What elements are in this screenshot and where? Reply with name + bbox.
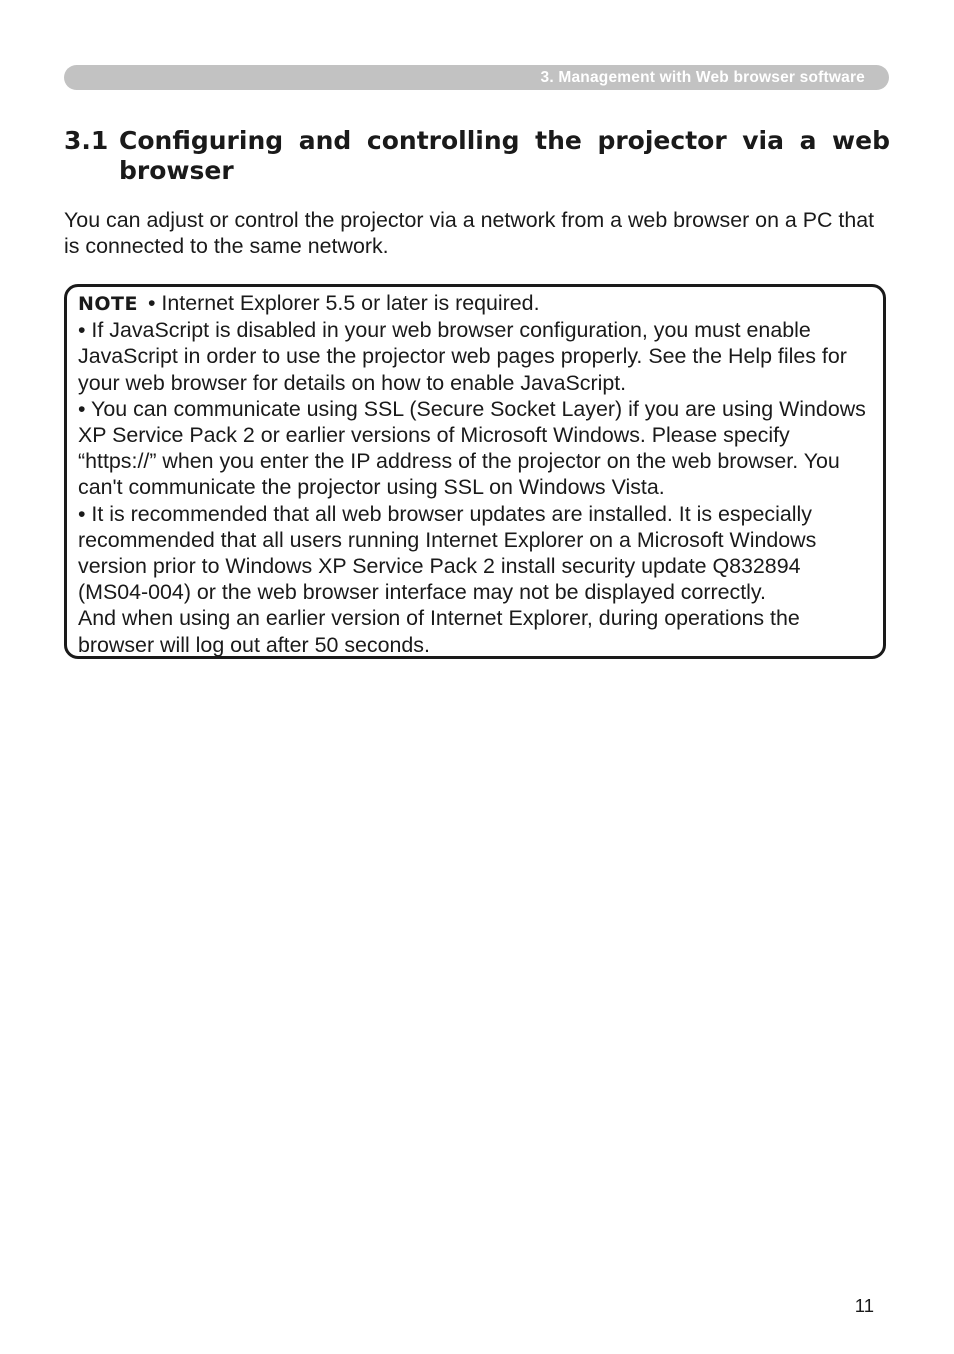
note-item: • It is recommended that all web browser updates are installed. It is especially recommended that all users running Internet Explorer on a Microsoft Windows version prior to Windows XP Service Pack 2 install security update Q832894 (MS04-004) or the web browser interface may not be displayed correctly. xyxy=(78,501,817,605)
chapter-title: 3. Management with Web browser software xyxy=(540,69,865,86)
note-label: NOTE xyxy=(78,293,138,315)
note-box xyxy=(64,284,886,659)
section-number: 3.1 xyxy=(64,126,109,155)
note-item-text: • Internet Explorer 5.5 or later is required. xyxy=(148,291,540,315)
section-heading xyxy=(64,126,890,186)
note-item: And when using an earlier version of Internet Explorer, during operations the browser will log out after 50 seconds. xyxy=(78,606,800,657)
note-item: • You can communicate using SSL (Secure Socket Layer) if you are using Windows XP Service Pack 2 or earlier versions of Microsoft Windows. Please specify “https://” when you enter the IP address of the projector on the web browser. You can't communicate the projector using SSL on Windows Vista. xyxy=(78,396,866,500)
page-number: 11 xyxy=(854,1295,874,1316)
intro-paragraph: You can adjust or control the projector via a network from a web browser on a PC that is connected to the same network. xyxy=(64,208,875,258)
section-title: Configuring and controlling the projector via a web browser xyxy=(119,126,890,185)
note-item: • If JavaScript is disabled in your web browser configuration, you must enable JavaScript in order to use the projector web pages properly. See the Help files for your web browser for details on how to enable JavaScript. xyxy=(78,318,847,395)
note-item xyxy=(78,290,873,317)
chapter-header-bar xyxy=(64,65,889,90)
